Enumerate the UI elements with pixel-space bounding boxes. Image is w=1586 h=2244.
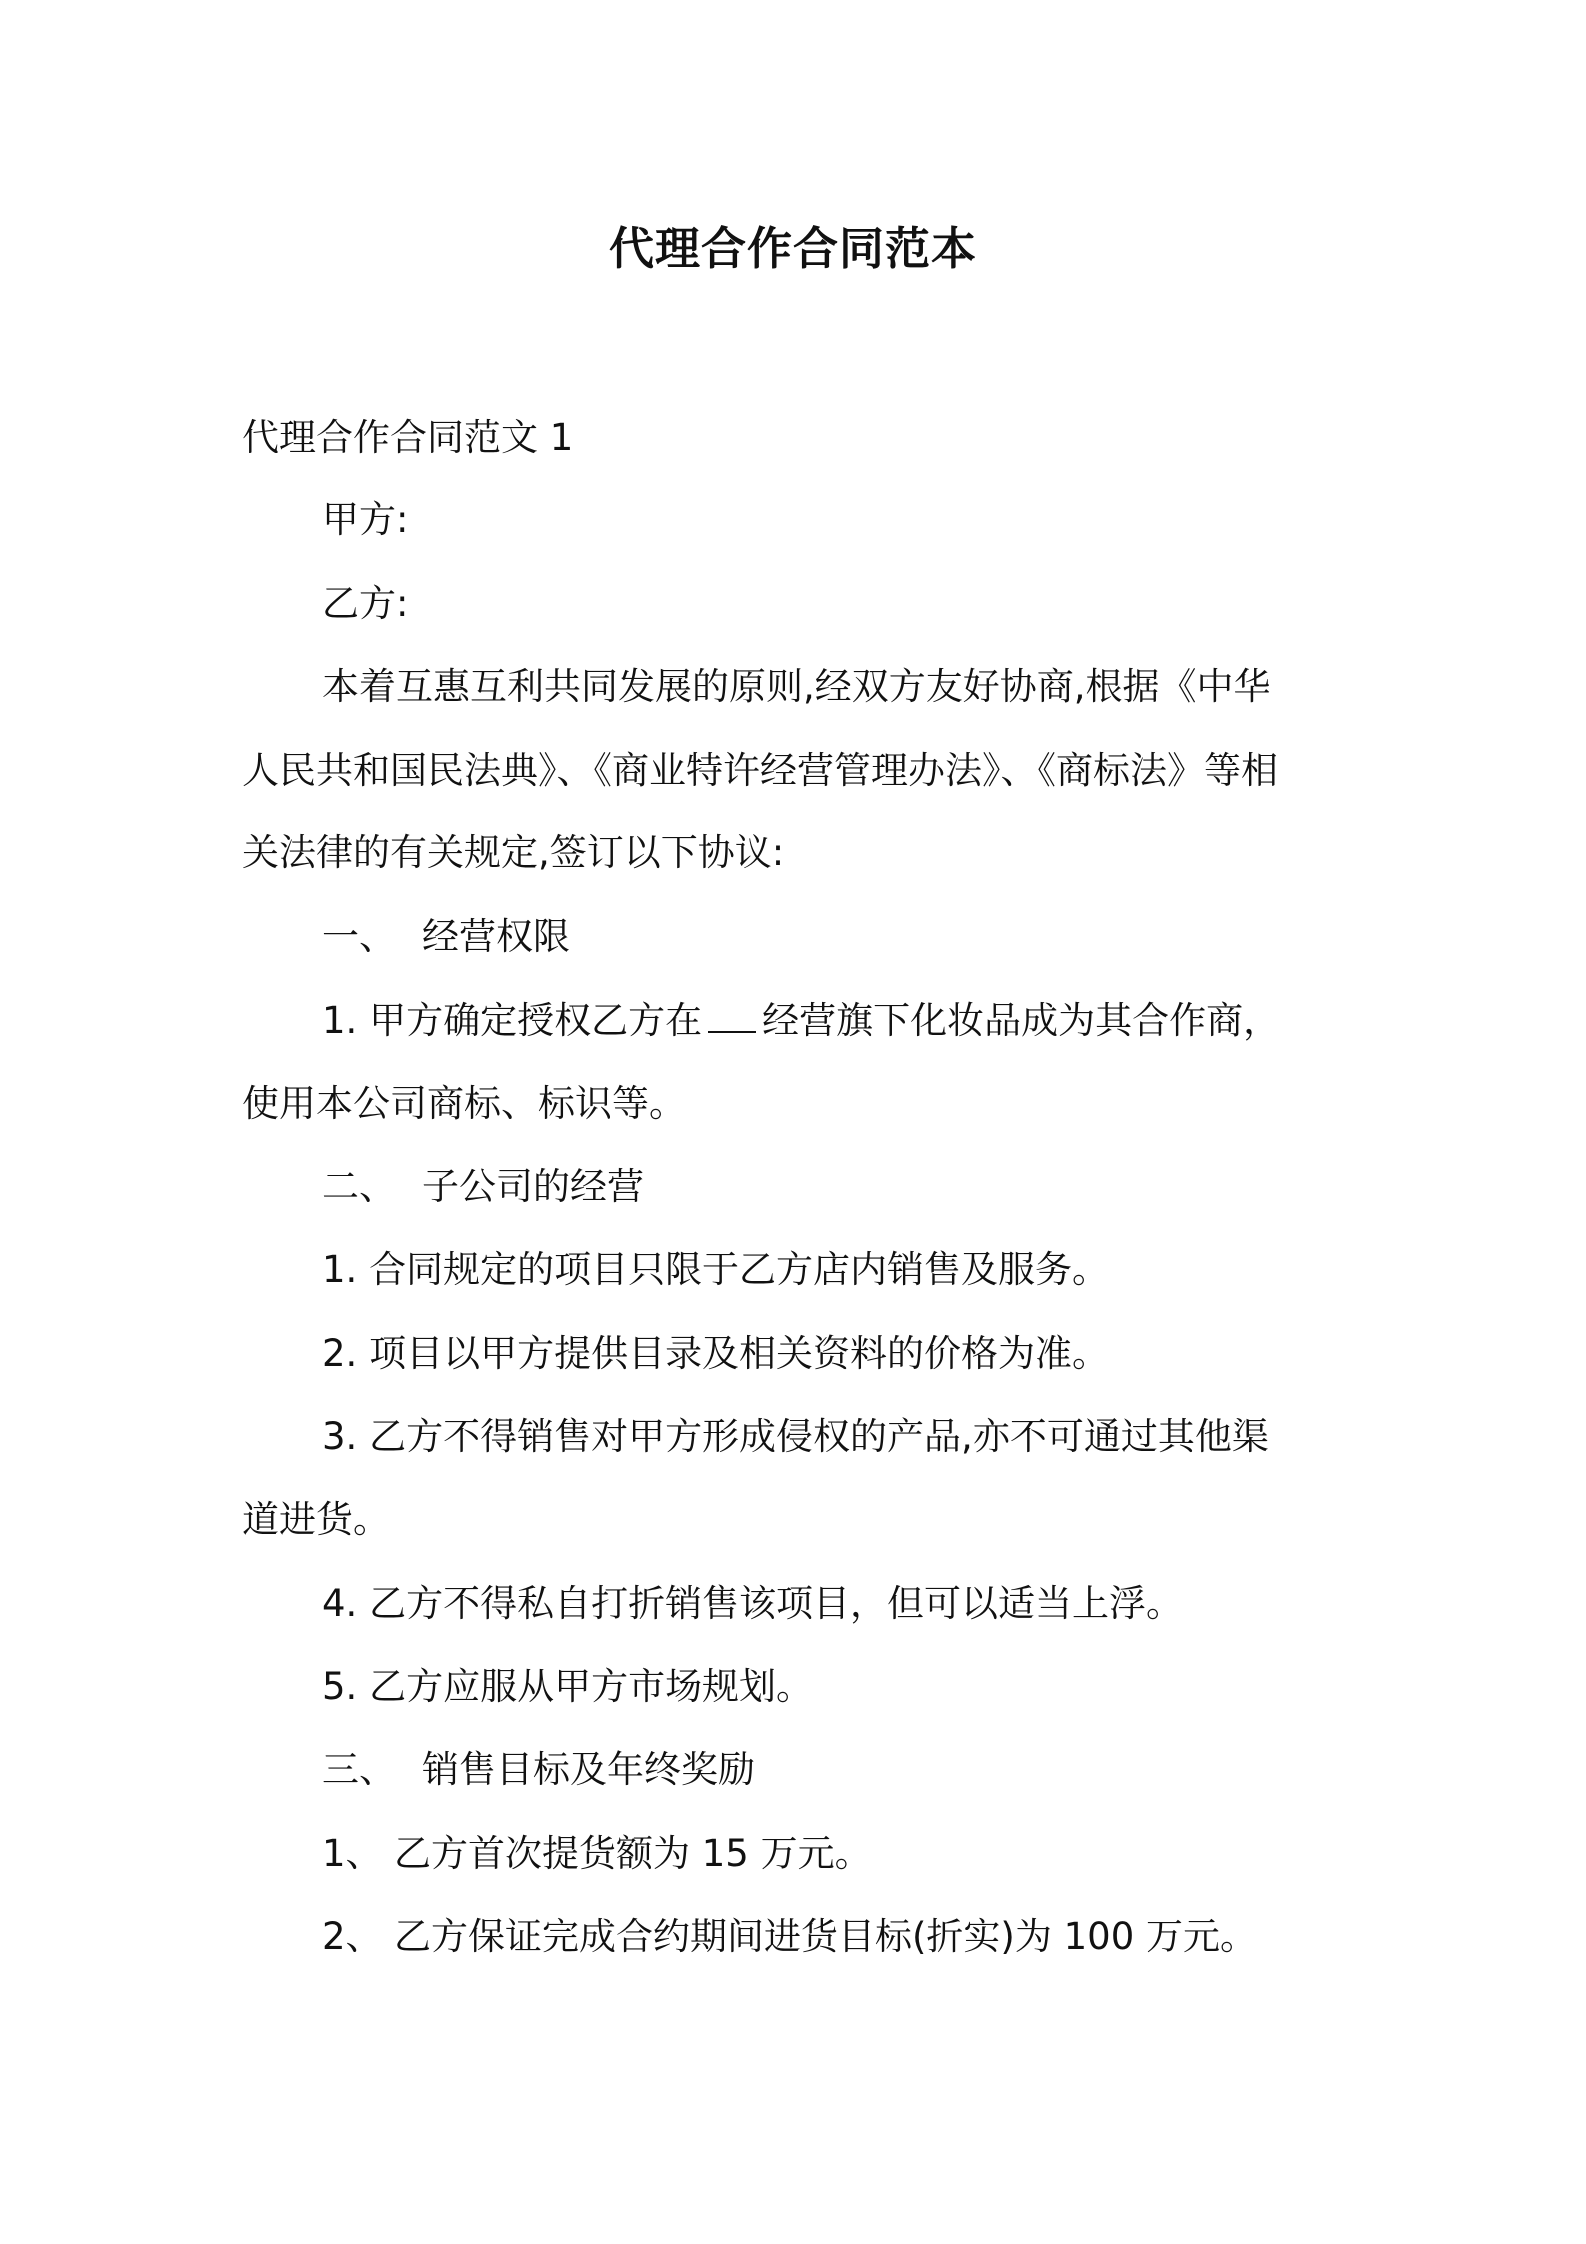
section-2-item-4: 4. 乙方不得私自打折销售该项目，但可以适当上浮。 xyxy=(322,1582,1184,1625)
section-2-number: 二、 xyxy=(322,1165,396,1208)
party-a-label: 甲方: xyxy=(322,498,409,541)
intro-line-1: 本着互惠互利共同发展的原则,经双方友好协商,根据《中华 xyxy=(322,665,1271,708)
section-1-heading xyxy=(322,913,570,961)
section-3-number: 三、 xyxy=(322,1748,396,1791)
document-title: 代理合作合同范本 xyxy=(608,222,977,275)
section-3-title: 销售目标及年终奖励 xyxy=(422,1748,755,1791)
section-1-item-1-number: 1. xyxy=(322,999,358,1042)
intro-line-2: 人民共和国民法典》、《商业特许经营管理办法》、《商标法》等相 xyxy=(242,749,1278,792)
section-1-title: 经营权限 xyxy=(422,915,570,958)
section-2-item-1: 1. 合同规定的项目只限于乙方店内销售及服务。 xyxy=(322,1248,1110,1291)
section-heading: 代理合作合同范文 1 xyxy=(242,416,574,459)
section-2-heading xyxy=(322,1163,644,1211)
section-3-item-2-text: 乙方保证完成合约期间进货目标(折实)为 100 万元。 xyxy=(394,1915,1258,1958)
section-3-heading xyxy=(322,1746,755,1794)
section-2-title: 子公司的经营 xyxy=(422,1165,644,1208)
section-1-item-1 xyxy=(322,997,1280,1045)
section-1-item-1-text-a: 甲方确定授权乙方在 xyxy=(369,999,703,1042)
section-1-item-1-text-b: 经营旗下化妆品成为其合作商， xyxy=(762,999,1281,1042)
section-3-item-1-text: 乙方首次提货额为 15 万元。 xyxy=(394,1832,872,1875)
section-2-item-3: 3. 乙方不得销售对甲方形成侵权的产品,亦不可通过其他渠 xyxy=(322,1415,1269,1458)
section-1-number: 一、 xyxy=(322,915,396,958)
section-3-item-1 xyxy=(322,1830,872,1878)
fill-in-blank xyxy=(708,1001,756,1033)
section-3-item-2-number: 2、 xyxy=(322,1915,383,1958)
section-3-item-2 xyxy=(322,1913,1257,1961)
section-2-item-2: 2. 项目以甲方提供目录及相关资料的价格为准。 xyxy=(322,1332,1110,1375)
section-3-item-1-number: 1、 xyxy=(322,1832,383,1875)
section-2-item-5: 5. 乙方应服从甲方市场规划。 xyxy=(322,1665,814,1708)
intro-line-3: 关法律的有关规定,签订以下协议: xyxy=(242,831,785,874)
section-2-item-3-continued: 道进货。 xyxy=(242,1498,390,1541)
party-b-label: 乙方: xyxy=(322,582,409,625)
section-1-item-1-continued: 使用本公司商标、标识等。 xyxy=(242,1082,686,1125)
